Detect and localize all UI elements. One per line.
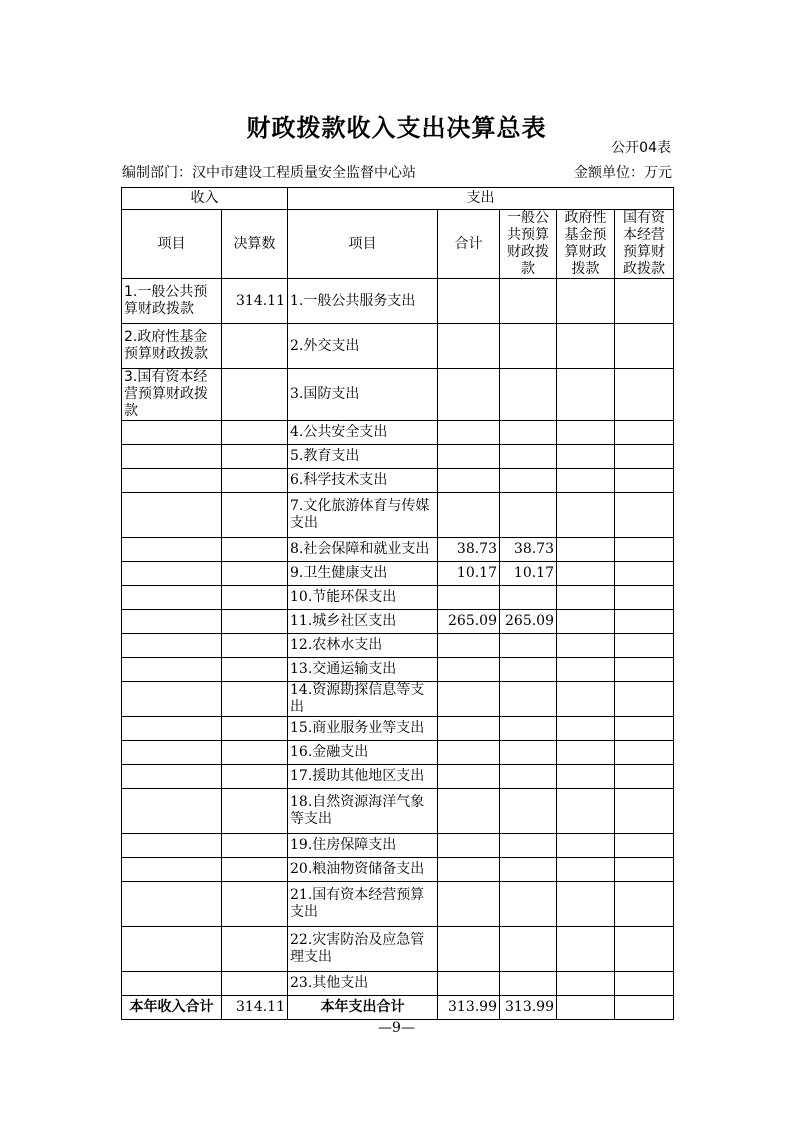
- expense-state-capital-cell: [615, 789, 674, 834]
- expense-gov-fund-cell: [557, 279, 615, 324]
- expense-general-cell: [500, 493, 557, 538]
- income-amount: [222, 634, 288, 658]
- expense-total-cell: [438, 858, 500, 882]
- table-row: [122, 682, 674, 717]
- table-row: [122, 858, 674, 882]
- income-item: [122, 972, 222, 996]
- income-item: 3.国有资本经营预算财政拨款: [122, 369, 222, 421]
- expense-total-cell: [438, 789, 500, 834]
- income-item: [122, 562, 222, 586]
- expense-total-cell: [438, 634, 500, 658]
- table-row: [122, 634, 674, 658]
- income-amount: [222, 586, 288, 610]
- column-header-row: [122, 210, 674, 279]
- expense-general-cell: [500, 324, 557, 369]
- expense-state-capital-cell: [615, 586, 674, 610]
- income-item: [122, 882, 222, 927]
- table-row: [122, 927, 674, 972]
- expense-total-cell: [438, 717, 500, 741]
- expense-general-cell: [500, 972, 557, 996]
- col-exp-item: 项目: [288, 210, 438, 279]
- expense-gov-fund-cell: [557, 765, 615, 789]
- group-income-header: 收入: [122, 188, 288, 210]
- expense-total-cell: [438, 369, 500, 421]
- expense-general-cell: [500, 741, 557, 765]
- income-total-label: 本年收入合计: [122, 996, 222, 1020]
- expense-state-capital-cell: [615, 927, 674, 972]
- expense-gov-fund-cell: [557, 741, 615, 765]
- col-gov-fund: 政府性基金预算财政拨款: [557, 210, 615, 279]
- expense-general-cell: [500, 658, 557, 682]
- expense-general-cell: [500, 717, 557, 741]
- expense-total-cell: [438, 834, 500, 858]
- table-row: [122, 445, 674, 469]
- expense-state-capital-cell: [615, 610, 674, 634]
- expense-total-cell: [438, 682, 500, 717]
- expense-state-capital-cell: [615, 858, 674, 882]
- expense-total-cell: 38.73: [438, 538, 500, 562]
- expense-state-capital-cell: [615, 972, 674, 996]
- income-item: [122, 658, 222, 682]
- expense-total-cell: [438, 765, 500, 789]
- expense-total-state-capital: [615, 996, 674, 1020]
- expense-gov-fund-cell: [557, 634, 615, 658]
- expense-general-cell: [500, 421, 557, 445]
- expense-general-cell: [500, 279, 557, 324]
- expense-general-cell: 265.09: [500, 610, 557, 634]
- expense-total-cell: [438, 279, 500, 324]
- expense-item: 6.科学技术支出: [288, 469, 438, 493]
- income-amount: [222, 562, 288, 586]
- expense-item: 2.外交支出: [288, 324, 438, 369]
- expense-total: 313.99: [438, 996, 500, 1020]
- expense-general-cell: [500, 445, 557, 469]
- table-row: [122, 610, 674, 634]
- expense-item: 14.资源勘探信息等支出: [288, 682, 438, 717]
- income-total-amount: 314.11: [222, 996, 288, 1020]
- expense-state-capital-cell: [615, 882, 674, 927]
- expense-item: 18.自然资源海洋气象等支出: [288, 789, 438, 834]
- expense-state-capital-cell: [615, 279, 674, 324]
- expense-general-cell: [500, 586, 557, 610]
- page-number: —9—: [378, 1020, 415, 1036]
- expense-state-capital-cell: [615, 765, 674, 789]
- expense-item: 3.国防支出: [288, 369, 438, 421]
- table-row: [122, 789, 674, 834]
- table-row: [122, 741, 674, 765]
- income-item: [122, 493, 222, 538]
- expense-gov-fund-cell: [557, 538, 615, 562]
- expense-total-cell: [438, 445, 500, 469]
- expense-gov-fund-cell: [557, 324, 615, 369]
- income-amount: [222, 445, 288, 469]
- income-item: [122, 717, 222, 741]
- expense-gov-fund-cell: [557, 658, 615, 682]
- expense-general-cell: [500, 882, 557, 927]
- expense-item: 9.卫生健康支出: [288, 562, 438, 586]
- table-row: [122, 324, 674, 369]
- income-amount: [222, 610, 288, 634]
- income-item: 1.一般公共预算财政拨款: [122, 279, 222, 324]
- page-title: 财政拨款收入支出决算总表: [246, 114, 547, 142]
- expense-state-capital-cell: [615, 562, 674, 586]
- income-amount: [222, 469, 288, 493]
- expense-gov-fund-cell: [557, 972, 615, 996]
- expense-total-label: 本年支出合计: [288, 996, 438, 1020]
- income-item: 2.政府性基金预算财政拨款: [122, 324, 222, 369]
- expense-gov-fund-cell: [557, 421, 615, 445]
- expense-general-cell: [500, 634, 557, 658]
- income-item: [122, 765, 222, 789]
- income-item: [122, 634, 222, 658]
- expense-item: 4.公共安全支出: [288, 421, 438, 445]
- income-amount: [222, 765, 288, 789]
- expense-state-capital-cell: [615, 741, 674, 765]
- expense-item: 19.住房保障支出: [288, 834, 438, 858]
- income-amount: [222, 858, 288, 882]
- expense-item: 23.其他支出: [288, 972, 438, 996]
- expense-item: 10.节能环保支出: [288, 586, 438, 610]
- table-row: [122, 562, 674, 586]
- expense-general-cell: [500, 469, 557, 493]
- expense-gov-fund-cell: [557, 469, 615, 493]
- expense-total-cell: [438, 741, 500, 765]
- table-row: [122, 834, 674, 858]
- income-amount: [222, 324, 288, 369]
- income-item: [122, 586, 222, 610]
- expense-gov-fund-cell: [557, 610, 615, 634]
- expense-general-cell: [500, 369, 557, 421]
- income-amount: [222, 789, 288, 834]
- expense-state-capital-cell: [615, 369, 674, 421]
- income-item: [122, 789, 222, 834]
- expense-total-cell: [438, 421, 500, 445]
- expense-total-gov-fund: [557, 996, 615, 1020]
- expense-gov-fund-cell: [557, 586, 615, 610]
- income-item: [122, 421, 222, 445]
- expense-total-cell: [438, 882, 500, 927]
- income-amount: [222, 972, 288, 996]
- income-amount: [222, 741, 288, 765]
- income-amount: [222, 658, 288, 682]
- table-body: [122, 279, 674, 996]
- expense-general-cell: 38.73: [500, 538, 557, 562]
- expense-item: 5.教育支出: [288, 445, 438, 469]
- table-row: [122, 586, 674, 610]
- expense-state-capital-cell: [615, 634, 674, 658]
- amount-unit: 金额单位：万元: [574, 165, 672, 181]
- expense-state-capital-cell: [615, 324, 674, 369]
- income-amount: 314.11: [222, 279, 288, 324]
- income-amount: [222, 493, 288, 538]
- expense-state-capital-cell: [615, 469, 674, 493]
- expense-general-cell: 10.17: [500, 562, 557, 586]
- col-general: 一般公共预算财政拨款: [500, 210, 557, 279]
- expense-state-capital-cell: [615, 717, 674, 741]
- expense-state-capital-cell: [615, 445, 674, 469]
- expense-gov-fund-cell: [557, 682, 615, 717]
- expense-total-cell: 265.09: [438, 610, 500, 634]
- expense-item: 20.粮油物资储备支出: [288, 858, 438, 882]
- table-row: [122, 279, 674, 324]
- table-row: [122, 765, 674, 789]
- income-amount: [222, 538, 288, 562]
- expense-item: 16.金融支出: [288, 741, 438, 765]
- expense-total-cell: [438, 927, 500, 972]
- expense-gov-fund-cell: [557, 493, 615, 538]
- expense-item: 7.文化旅游体育与传媒支出: [288, 493, 438, 538]
- expense-item: 1.一般公共服务支出: [288, 279, 438, 324]
- expense-state-capital-cell: [615, 682, 674, 717]
- income-item: [122, 445, 222, 469]
- expense-item: 17.援助其他地区支出: [288, 765, 438, 789]
- income-amount: [222, 927, 288, 972]
- table-header: [122, 188, 674, 279]
- income-item: [122, 741, 222, 765]
- table-footer: [122, 996, 674, 1020]
- income-item: [122, 834, 222, 858]
- expense-state-capital-cell: [615, 493, 674, 538]
- expense-state-capital-cell: [615, 421, 674, 445]
- income-item: [122, 927, 222, 972]
- expense-total-cell: [438, 324, 500, 369]
- budget-table: [121, 187, 674, 1020]
- income-item: [122, 469, 222, 493]
- expense-item: 21.国有资本经营预算支出: [288, 882, 438, 927]
- expense-state-capital-cell: [615, 658, 674, 682]
- income-amount: [222, 834, 288, 858]
- expense-gov-fund-cell: [557, 562, 615, 586]
- expense-total-general: 313.99: [500, 996, 557, 1020]
- group-header-row: [122, 188, 674, 210]
- table-row: [122, 469, 674, 493]
- income-item: [122, 682, 222, 717]
- income-amount: [222, 882, 288, 927]
- col-total: 合计: [438, 210, 500, 279]
- expense-item: 12.农林水支出: [288, 634, 438, 658]
- group-expense-header: 支出: [288, 188, 674, 210]
- income-amount: [222, 717, 288, 741]
- expense-general-cell: [500, 682, 557, 717]
- expense-total-cell: [438, 469, 500, 493]
- expense-state-capital-cell: [615, 834, 674, 858]
- expense-total-cell: [438, 586, 500, 610]
- table-row: [122, 882, 674, 927]
- expense-general-cell: [500, 834, 557, 858]
- expense-gov-fund-cell: [557, 834, 615, 858]
- col-state-capital: 国有资本经营预算财政拨款: [615, 210, 674, 279]
- expense-item: 8.社会保障和就业支出: [288, 538, 438, 562]
- expense-total-cell: 10.17: [438, 562, 500, 586]
- income-item: [122, 538, 222, 562]
- expense-item: 13.交通运输支出: [288, 658, 438, 682]
- form-number: 公开04表: [611, 140, 671, 156]
- income-item: [122, 610, 222, 634]
- income-item: [122, 858, 222, 882]
- income-amount: [222, 369, 288, 421]
- table-row: [122, 369, 674, 421]
- table-row: [122, 717, 674, 741]
- meta-line: [122, 162, 672, 182]
- expense-gov-fund-cell: [557, 445, 615, 469]
- expense-general-cell: [500, 927, 557, 972]
- expense-gov-fund-cell: [557, 927, 615, 972]
- table-row: [122, 493, 674, 538]
- expense-item: 15.商业服务业等支出: [288, 717, 438, 741]
- col-income-item: 项目: [122, 210, 222, 279]
- table-row: [122, 421, 674, 445]
- expense-gov-fund-cell: [557, 789, 615, 834]
- expense-gov-fund-cell: [557, 882, 615, 927]
- expense-gov-fund-cell: [557, 369, 615, 421]
- expense-item: 22.灾害防治及应急管理支出: [288, 927, 438, 972]
- totals-row: [122, 996, 674, 1020]
- expense-total-cell: [438, 493, 500, 538]
- expense-general-cell: [500, 789, 557, 834]
- expense-gov-fund-cell: [557, 717, 615, 741]
- expense-total-cell: [438, 658, 500, 682]
- expense-general-cell: [500, 765, 557, 789]
- income-amount: [222, 682, 288, 717]
- col-income-amount: 决算数: [222, 210, 288, 279]
- table-row: [122, 658, 674, 682]
- expense-general-cell: [500, 858, 557, 882]
- expense-state-capital-cell: [615, 538, 674, 562]
- expense-gov-fund-cell: [557, 858, 615, 882]
- compiling-unit: 编制部门：汉中市建设工程质量安全监督中心站: [122, 165, 416, 181]
- income-amount: [222, 421, 288, 445]
- expense-item: 11.城乡社区支出: [288, 610, 438, 634]
- table-row: [122, 972, 674, 996]
- table-row: [122, 538, 674, 562]
- expense-total-cell: [438, 972, 500, 996]
